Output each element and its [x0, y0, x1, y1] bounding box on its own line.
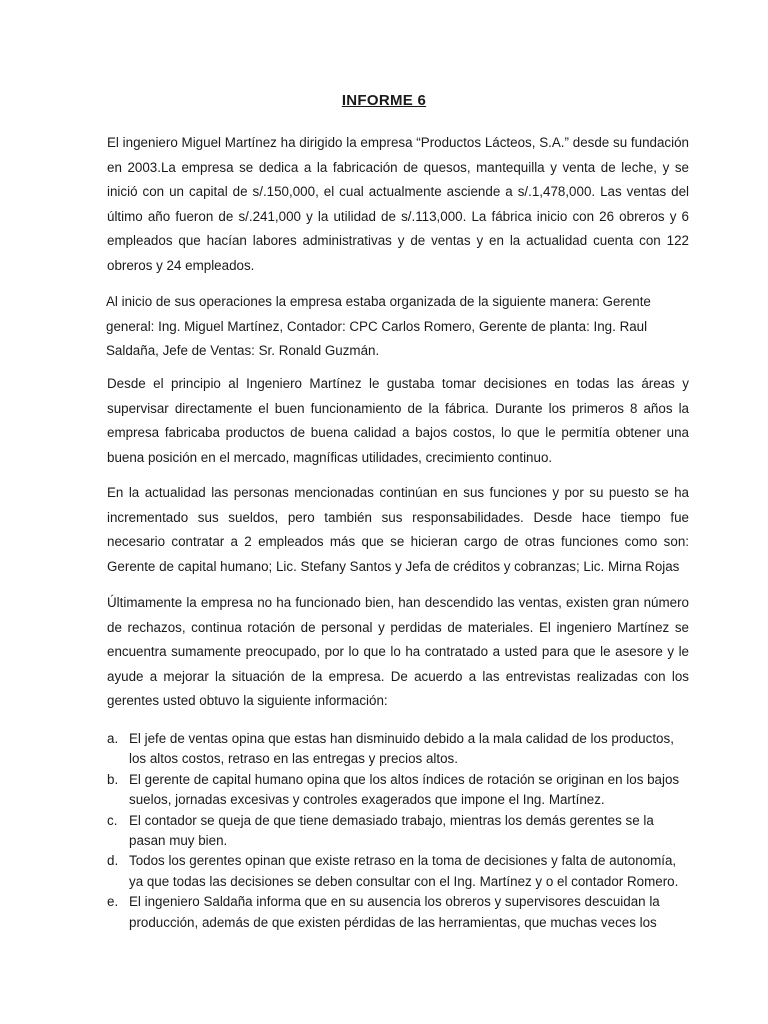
list-item-text: El gerente de capital humano opina que los altos índices de rotación se originan en los bajos suelos, jornadas excesivas y controles exagerados que impone el Ing. Martínez. — [129, 771, 680, 808]
list-marker: c. — [107, 812, 118, 828]
list-marker: e. — [107, 894, 119, 910]
paragraph-early-management: Desde el principio al Ingeniero Martínez le gustaba tomar decisiones en todas las áreas y supervisar directamente el buen funcionamiento de la fábrica. Durante los primeros 8 años la empresa fabricaba productos de buena calidad a bajos costos, lo que le permitía obtener una buena posición en el mercado, magníficas utilidades, crecimiento continuo. — [107, 376, 689, 465]
paragraph-current-staff: En la actualidad las personas mencionadas continúan en sus funciones y por su puesto se ha incrementado sus sueldos, pero también sus responsabilidades. Desde hace tiempo fue necesario contratar a 2 empleados más que se hicieran cargo de otras funciones como son: Gerente de capital humano; Lic. Stefany Santos y Jefa de créditos y cobranzas; Lic. Mirna Rojas — [107, 485, 689, 574]
list-marker: a. — [107, 731, 119, 746]
list-item — [107, 811, 689, 852]
paragraph-company-background: El ingeniero Miguel Martínez ha dirigido la empresa “Productos Lácteos, S.A.” desde su fundación en 2003.La empresa se dedica a la fabricación de quesos, mantequilla y venta de leche, y se inició con un capital de s/.150,000, el cual actualmente asciende a s/.1,478,000. Las ventas del último año fueron de s/.241,000 y la utilidad de s/.113,000. La fábrica inicio con 26 obreros y 6 empleados que hacían labores administrativas y de ventas y en la actualidad cuenta con 122 obreros y 24 empleados. — [107, 135, 689, 273]
paragraph-current-problems: Últimamente la empresa no ha funcionado bien, han descendido las ventas, existen gran número de rechazos, continua rotación de personal y perdidas de materiales. El ingeniero Martínez se encuentra sumamente preocupado, por lo que lo ha contratado a usted para que le asesore y le ayude a mejorar la situación de la empresa. De acuerdo a las entrevistas realizadas con los gerentes usted obtuvo la siguiente información: — [107, 595, 689, 709]
list-item-text: El ingeniero Saldaña informa que en su ausencia los obreros y supervisores descuidan la producción, además de que existen pérdidas de las herramientas, que muchas veces los — [129, 894, 660, 930]
findings-list — [107, 729, 689, 933]
list-item — [107, 729, 689, 770]
list-item-text: Todos los gerentes opinan que existe retraso en la toma de decisiones y falta de autonomía, ya que todas las decisiones se deben consultar con el Ing. Martínez y o el contador Romero. — [129, 853, 679, 889]
list-item-text: El jefe de ventas opina que estas han disminuido debido a la mala calidad de los productos, los altos costos, retraso en las entregas y precios altos. — [129, 731, 674, 767]
document-title: INFORME 6 — [341, 92, 427, 109]
list-item — [107, 770, 689, 811]
list-marker: b. — [107, 771, 119, 787]
list-item — [107, 892, 689, 933]
list-item-text: El contador se queja de que tiene demasiado trabajo, mientras los demás gerentes se la pasan muy bien. — [129, 812, 654, 849]
paragraph-initial-organization: Al inicio de sus operaciones la empresa estaba organizada de la siguiente manera: Gerente general: Ing. Miguel Martínez, Contador: CPC Carlos Romero, Gerente de planta: Ing. Raul Saldaña, Jefe de Ventas: Sr. Ronald Guzmán. — [106, 294, 651, 359]
list-marker: d. — [107, 853, 119, 869]
list-item — [107, 851, 689, 892]
